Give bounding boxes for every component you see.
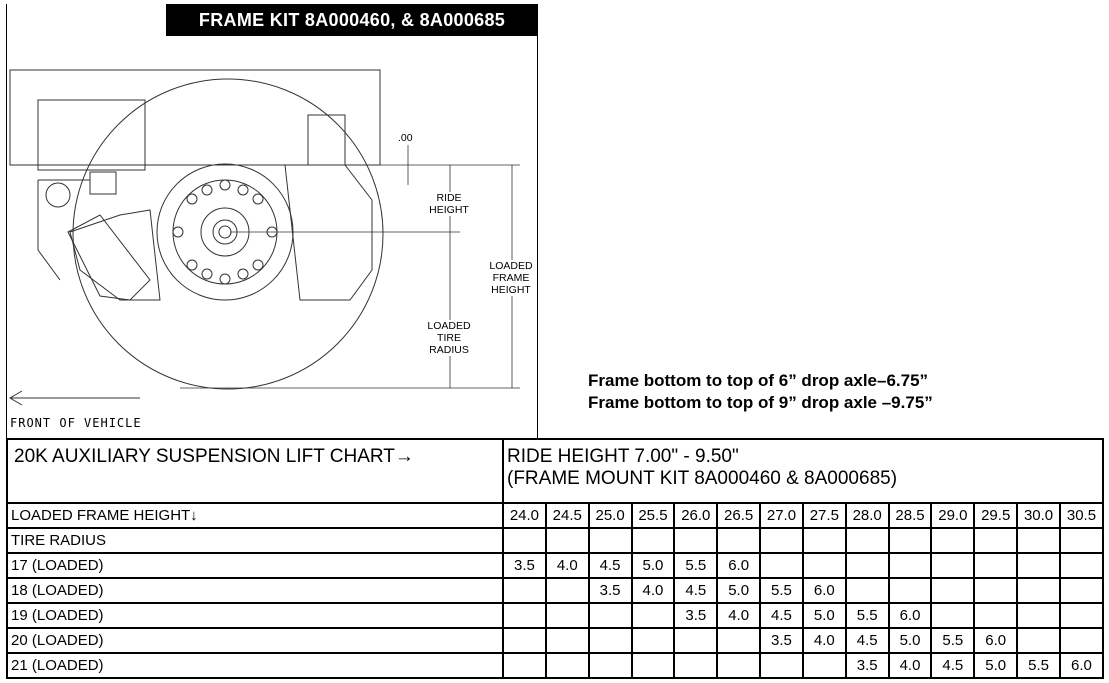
ride-height-value: [1060, 603, 1103, 628]
tire-radius-label: TIRE RADIUS: [7, 528, 503, 553]
chart-title: 20K AUXILIARY SUSPENSION LIFT CHART→: [7, 439, 503, 503]
frame-height-value: 28.5: [889, 503, 932, 528]
ride-height-value: [760, 653, 803, 678]
frame-height-value: 30.5: [1060, 503, 1103, 528]
frame-height-value: 24.5: [546, 503, 589, 528]
ride-height-value: 5.5: [846, 603, 889, 628]
frame-kit-title: FRAME KIT 8A000460, & 8A000685: [166, 4, 538, 36]
upper-mount: [308, 115, 345, 165]
ride-height-value: [1017, 603, 1060, 628]
ride-height-value: [931, 553, 974, 578]
ride-height-value: 4.0: [632, 578, 675, 603]
empty-cell: [846, 528, 889, 553]
tire-radius-value: 20 (LOADED): [7, 628, 503, 653]
ride-height-label: RIDE HEIGHT: [424, 192, 474, 216]
ride-height-value: [674, 628, 717, 653]
ride-height-value: 3.5: [589, 578, 632, 603]
pivot-bushing: [46, 183, 70, 207]
ride-height-value: 5.5: [674, 553, 717, 578]
table-row: [7, 578, 1103, 603]
empty-cell: [1060, 528, 1103, 553]
ride-height-value: 4.5: [931, 653, 974, 678]
ride-height-value: [632, 603, 675, 628]
table-row: [7, 603, 1103, 628]
ride-height-value: [632, 653, 675, 678]
ride-height-value: [1060, 553, 1103, 578]
mount-kit-text: (FRAME MOUNT KIT 8A000460 & 8A000685): [507, 468, 898, 489]
frame-height-value: 27.5: [803, 503, 846, 528]
ride-height-value: 4.0: [717, 603, 760, 628]
ride-height-value: [803, 653, 846, 678]
ride-height-value: [589, 653, 632, 678]
ride-height-value: 6.0: [974, 628, 1017, 653]
ride-height-range: RIDE HEIGHT 7.00" - 9.50": [507, 446, 739, 467]
frame-height-value: 29.0: [931, 503, 974, 528]
ride-height-value: [889, 553, 932, 578]
ride-height-value: 4.5: [846, 628, 889, 653]
ride-height-value: [503, 653, 546, 678]
ride-height-value: [803, 553, 846, 578]
ride-height-value: 4.5: [589, 553, 632, 578]
ride-height-value: [846, 553, 889, 578]
chart-header-row: [7, 439, 1103, 503]
ride-height-value: [931, 603, 974, 628]
frame-height-value: 28.0: [846, 503, 889, 528]
table-row: [7, 628, 1103, 653]
empty-cell: [674, 528, 717, 553]
ride-height-value: [974, 603, 1017, 628]
ride-height-value: 5.5: [760, 578, 803, 603]
tire-radius-value: 21 (LOADED): [7, 653, 503, 678]
empty-cell: [889, 528, 932, 553]
offset-label: .00: [398, 132, 413, 144]
ride-height-value: 4.0: [546, 553, 589, 578]
loaded-frame-height-label: LOADED FRAME HEIGHT↓: [7, 503, 503, 528]
ride-height-value: 5.0: [974, 653, 1017, 678]
ride-height-value: 6.0: [717, 553, 760, 578]
empty-cell: [632, 528, 675, 553]
empty-cell: [931, 528, 974, 553]
ride-height-value: 4.5: [760, 603, 803, 628]
ride-height-value: [1017, 628, 1060, 653]
ride-height-value: 5.0: [632, 553, 675, 578]
ride-height-value: [632, 628, 675, 653]
ride-height-value: [503, 603, 546, 628]
ride-height-value: [931, 578, 974, 603]
empty-cell: [546, 528, 589, 553]
ride-height-value: 5.5: [1017, 653, 1060, 678]
axle-note-6in: Frame bottom to top of 6” drop axle–6.75”: [588, 371, 929, 390]
empty-cell: [803, 528, 846, 553]
hanger-bracket: [38, 100, 145, 170]
ride-height-value: [717, 628, 760, 653]
ride-height-value: 5.5: [931, 628, 974, 653]
ride-height-value: 3.5: [674, 603, 717, 628]
suspension-drawing: [0, 0, 540, 438]
table-row: [7, 553, 1103, 578]
tire-radius-header-row: [7, 528, 1103, 553]
ride-height-value: [974, 578, 1017, 603]
ride-height-value: 5.0: [717, 578, 760, 603]
ride-height-value: [546, 578, 589, 603]
axle-note-9in: Frame bottom to top of 9” drop axle –9.75”: [588, 393, 933, 412]
loaded-frame-height-label: LOADED FRAME HEIGHT: [485, 260, 537, 296]
ride-height-value: 4.0: [889, 653, 932, 678]
ride-height-value: 4.5: [674, 578, 717, 603]
ride-height-cell: [503, 439, 1103, 503]
ride-height-value: [589, 628, 632, 653]
empty-cell: [974, 528, 1017, 553]
front-of-vehicle-label: FRONT OF VEHICLE: [10, 416, 142, 430]
ride-height-value: [503, 628, 546, 653]
tire-outline: [73, 79, 383, 389]
frame-rail: [10, 70, 380, 165]
ride-height-value: [1017, 578, 1060, 603]
tire-radius-value: 19 (LOADED): [7, 603, 503, 628]
frame-height-value: 26.0: [674, 503, 717, 528]
tire-radius-value: 18 (LOADED): [7, 578, 503, 603]
lift-chart-table: [6, 438, 1104, 679]
frame-height-value: 25.5: [632, 503, 675, 528]
empty-cell: [717, 528, 760, 553]
ride-height-value: 6.0: [889, 603, 932, 628]
empty-cell: [503, 528, 546, 553]
frame-height-value: 27.0: [760, 503, 803, 528]
ride-height-value: 3.5: [503, 553, 546, 578]
empty-cell: [589, 528, 632, 553]
ride-height-value: [589, 603, 632, 628]
loaded-tire-radius-label: LOADED TIRE RADIUS: [422, 320, 476, 356]
ride-height-value: [846, 578, 889, 603]
tire-radius-value: 17 (LOADED): [7, 553, 503, 578]
frame-height-value: 30.0: [1017, 503, 1060, 528]
ride-height-value: 3.5: [760, 628, 803, 653]
ride-height-value: [674, 653, 717, 678]
ride-height-value: 5.0: [889, 628, 932, 653]
table-row: [7, 653, 1103, 678]
air-spring: [285, 165, 372, 300]
ride-height-value: [1060, 628, 1103, 653]
ride-height-value: [546, 628, 589, 653]
frame-height-value: 26.5: [717, 503, 760, 528]
ride-height-value: [546, 653, 589, 678]
ride-height-value: 6.0: [1060, 653, 1103, 678]
ride-height-value: [1017, 553, 1060, 578]
ride-height-value: [546, 603, 589, 628]
frame-height-row: [7, 503, 1103, 528]
ride-height-value: 6.0: [803, 578, 846, 603]
ride-height-value: 5.0: [803, 603, 846, 628]
ride-height-value: [1060, 578, 1103, 603]
empty-cell: [760, 528, 803, 553]
ride-height-value: [503, 578, 546, 603]
ride-height-value: 4.0: [803, 628, 846, 653]
ride-height-value: [760, 553, 803, 578]
ride-height-value: [974, 553, 1017, 578]
ride-height-value: [889, 578, 932, 603]
ride-height-value: [717, 653, 760, 678]
frame-height-value: 24.0: [503, 503, 546, 528]
ride-height-value: 3.5: [846, 653, 889, 678]
frame-height-value: 29.5: [974, 503, 1017, 528]
empty-cell: [1017, 528, 1060, 553]
frame-height-value: 25.0: [589, 503, 632, 528]
